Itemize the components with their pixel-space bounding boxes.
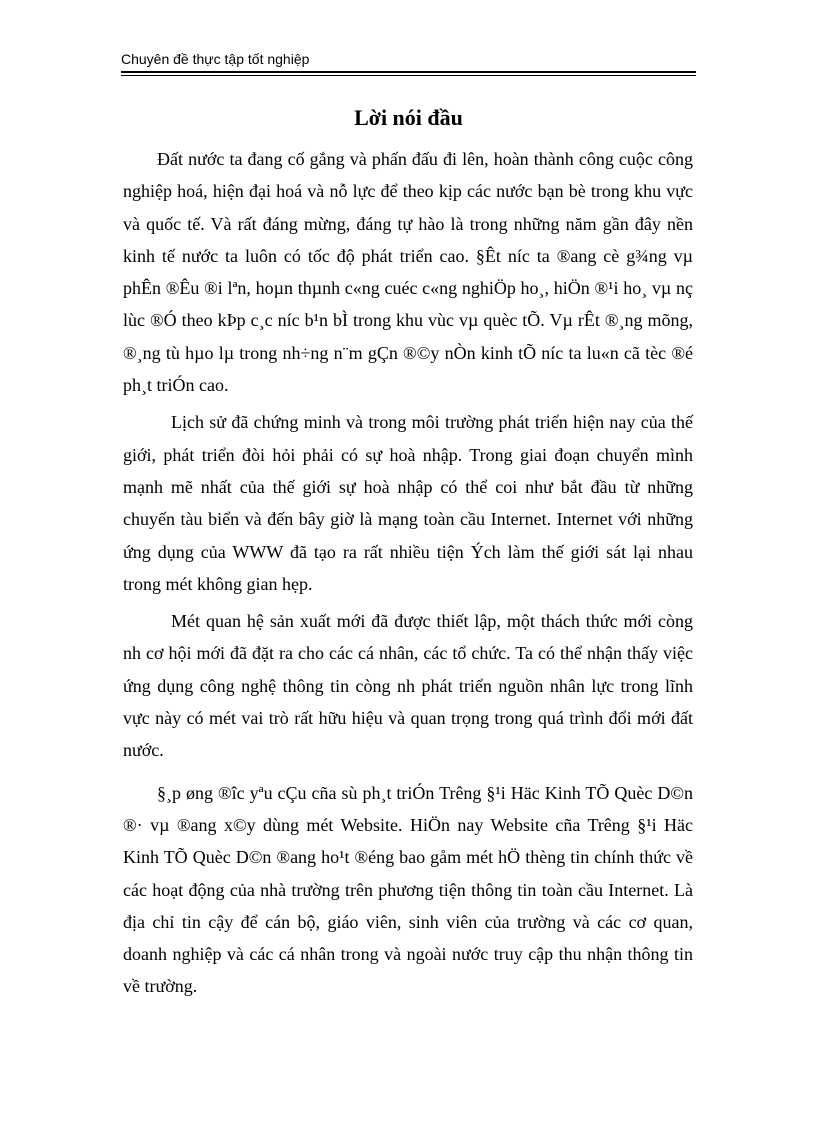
header-title: Chuyên đề thực tập tốt nghiệp [121,51,310,67]
paragraph-4: §¸p øng ®îc yªu cÇu cña sù ph¸t triÓn Trêng §¹i Häc Kinh TÕ Quèc D©n ®· vµ ®ang x©y dùng mét Website. HiÖn nay Website cña Trêng §¹i Häc Kinh TÕ Quèc D©n ®ang ho¹t ®éng bao gåm mét hÖ thèng tin chính thức về các hoạt động của nhà trường trên phương tiện thông tin toàn cầu Internet. Là địa chỉ tin cậy để cán bộ, giáo viên, sinh viên của trường và các cơ quan, doanh nghiệp và các cá nhân trong và ngoài nước truy cập thu nhận thông tin về trường. [123,782,693,997]
header-rule-thin [121,75,696,76]
header-rule-thick [121,71,696,73]
paragraph-1: Đất nước ta đang cố gắng và phấn đấu đi lên, hoàn thành công cuộc công nghiệp hoá, hiện đại hoá và nỗ lực để theo kịp các nước bạn bè trong khu vực và quốc tế. Và rất đáng mừng, đáng tự hào là trong những năm gần đây nền kinh tế nước ta luôn có tốc độ phát triển cao. §Êt níc ta ®ang cè g¾ng vµ phÊn ®Êu ®i lªn, hoµn thµnh c«ng cuéc c«ng nghiÖp ho¸, hiÖn ®¹i ho¸ vµ nç lùc ®Ó theo kÞp c¸c níc b¹n bÌ trong khu vùc vµ quèc tÕ. Vµ rÊt ®¸ng mõng, ®¸ng tù hµo lµ trong nh÷ng n¨m gÇn ®©y nÒn kinh tÕ níc ta lu«n cã tèc ®é ph¸t triÓn cao. [123,149,693,396]
page-header [121,50,696,68]
page-title: Lời nói đầu [354,105,463,130]
document-body [123,143,693,1003]
paragraph-2: Lịch sử đã chứng minh và trong môi trường phát triển hiện nay của thế giới, phát triển đòi hỏi phải có sự hoà nhập. Trong giai đoạn chuyển mình mạnh mẽ nhất của thế giới sự hoà nhập có thể coi như bắt đầu từ những chuyến tàu biển và đến bây giờ là mạng toàn cầu Internet. Internet với những ứng dụng của WWW đã tạo ra rất nhiều tiện Ých làm thế giới sát lại nhau trong mét không gian hẹp. [123,412,693,594]
paragraph-3: Mét quan hệ sản xuất mới đã được thiết lập, một thách thức mới còng nh cơ hội mới đã đặt ra cho các cá nhân, các tổ chức. Ta có thể nhận thấy việc ứng dụng công nghệ thông tin còng nh phát triển nguồn nhân lực trong lĩnh vực này có mét vai trò rất hữu hiệu và quan trọng trong quá trình đổi mới đất nước. [123,611,693,761]
